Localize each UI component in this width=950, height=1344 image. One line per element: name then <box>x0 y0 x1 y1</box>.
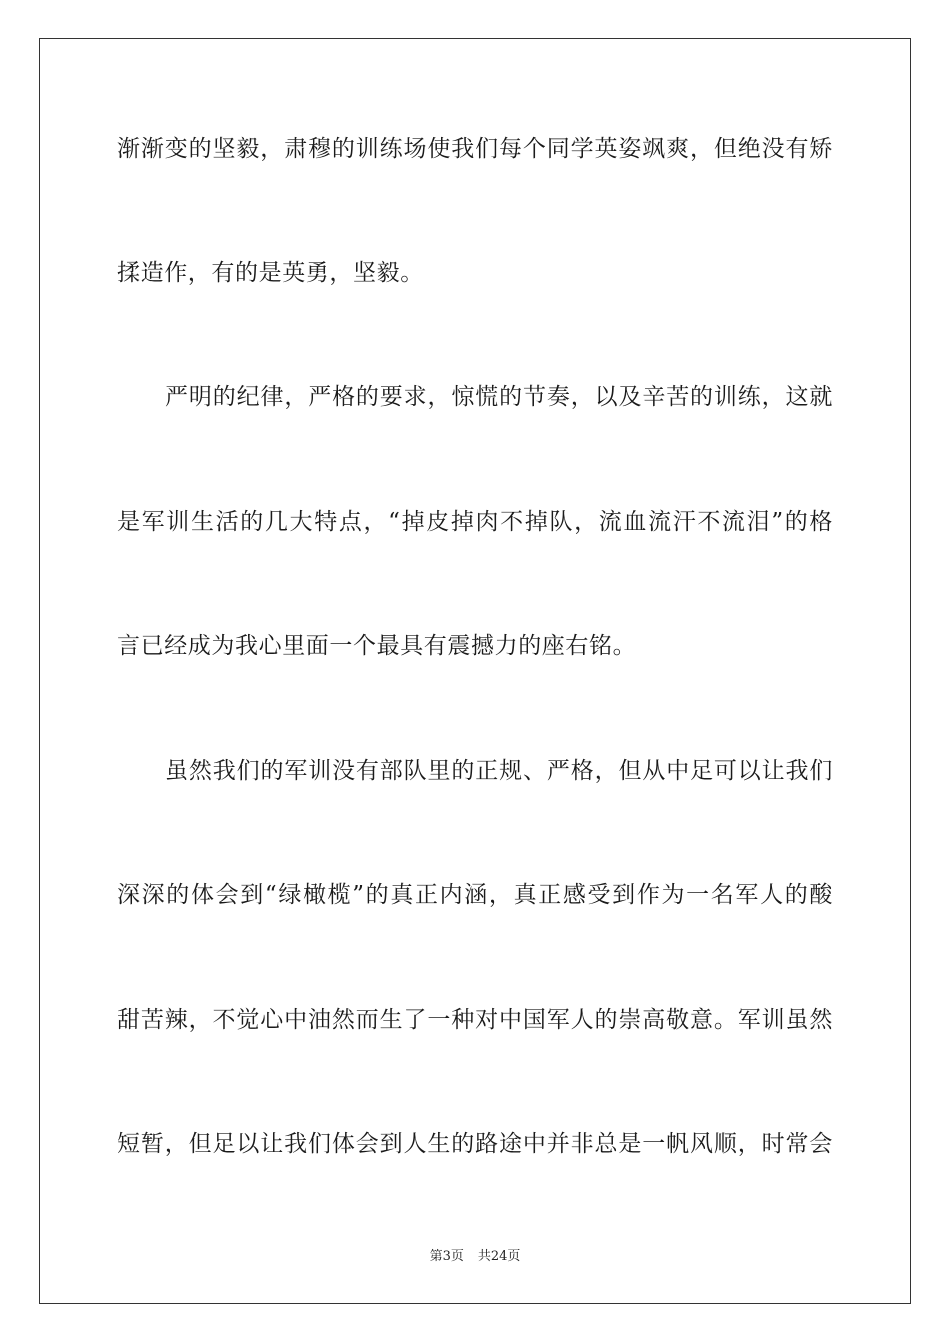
page-number: 第3页 <box>429 1249 464 1264</box>
page-footer <box>0 1248 950 1266</box>
body-text-line: 言已经成为我心里面一个最具有震撼力的座右铭。 <box>117 633 637 659</box>
paragraph-first-line: 严明的纪律，严格的要求，惊慌的节奏，以及辛苦的训练，这就 <box>165 384 833 410</box>
body-text-line: 深深的体会到“绿橄榄”的真正内涵，真正感受到作为一名军人的酸 <box>117 882 833 908</box>
body-text-line: 甜苦辣，不觉心中油然而生了一种对中国军人的崇高敬意。军训虽然 <box>117 1007 833 1033</box>
body-text-line: 渐渐变的坚毅，肃穆的训练场使我们每个同学英姿飒爽，但绝没有矫 <box>117 136 833 162</box>
body-text-line: 短暂，但足以让我们体会到人生的路途中并非总是一帆风顺，时常会 <box>117 1131 833 1157</box>
paragraph-first-line: 虽然我们的军训没有部队里的正规、严格，但从中足可以让我们 <box>165 758 833 784</box>
body-text-line: 是军训生活的几大特点，“掉皮掉肉不掉队，流血流汗不流泪”的格 <box>117 509 833 535</box>
total-pages: 共24页 <box>477 1249 521 1264</box>
page-border <box>39 38 911 1304</box>
body-text-line: 揉造作，有的是英勇，坚毅。 <box>117 260 424 286</box>
